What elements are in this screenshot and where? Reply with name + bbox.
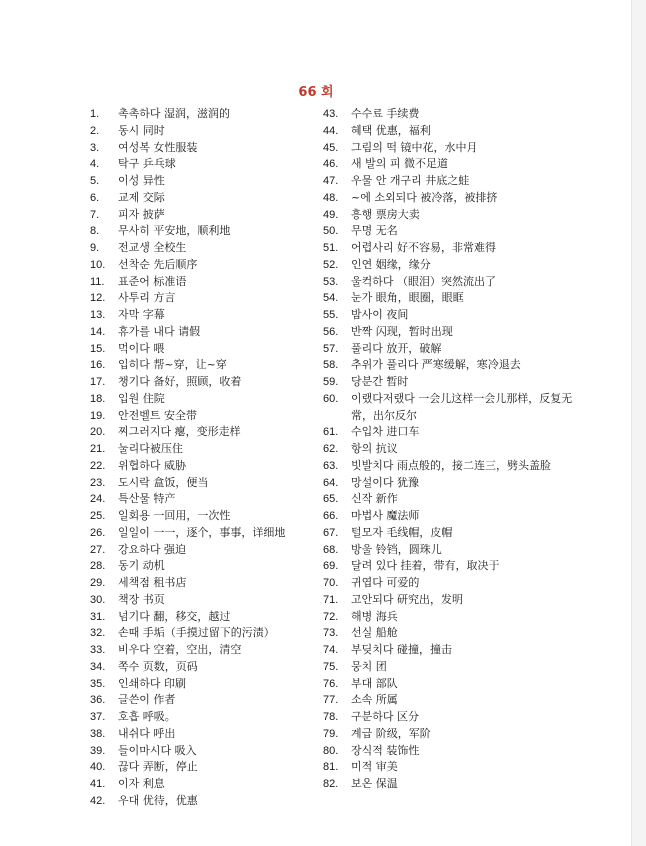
vocab-item (323, 726, 583, 743)
vocab-list-right (323, 106, 583, 793)
item-number: 63. (323, 459, 339, 472)
item-number: 60. (323, 392, 339, 405)
item-text: 부딪치다 碰撞，撞击 (351, 643, 452, 656)
item-text: 구분하다 区分 (351, 710, 420, 723)
item-number: 23. (90, 476, 106, 489)
item-text: 표준어 标准语 (118, 274, 187, 288)
item-number: 21. (90, 443, 106, 455)
item-number: 37. (90, 711, 106, 723)
vocab-item (323, 106, 583, 123)
vocab-item (323, 190, 583, 207)
item-number: 77. (323, 694, 339, 707)
item-number: 38. (90, 727, 106, 740)
vocab-item (90, 558, 320, 575)
vocab-item (323, 558, 583, 575)
item-text: 여성복 女性服装 (118, 140, 198, 154)
vocab-item (90, 793, 320, 810)
vocab-item (323, 223, 583, 240)
item-number: 34. (90, 660, 106, 673)
vocab-list-left (90, 106, 320, 810)
item-text: 사투리 方言 (118, 291, 176, 305)
vocab-item (323, 274, 583, 291)
item-text: 비우다 空着，空出，清空 (118, 643, 242, 656)
vocab-item (90, 140, 320, 157)
item-number: 76. (323, 677, 339, 690)
item-number: 71. (323, 593, 339, 606)
vocab-item (323, 207, 583, 224)
vocab-item (323, 173, 583, 190)
item-number: 4. (90, 158, 100, 171)
vocab-item (90, 257, 320, 274)
item-text: 흥행 票房大卖 (351, 207, 420, 221)
item-number: 26. (90, 526, 106, 539)
item-text: 우물 안 개구리 井底之蛙 (351, 174, 470, 187)
vocab-item (90, 491, 320, 508)
item-text: 챙기다 备好，照顾，收着 (118, 375, 242, 388)
vocab-item (90, 123, 320, 140)
item-text: 귀엽다 可爱的 (351, 576, 420, 589)
item-text: 입원 住院 (118, 391, 165, 405)
item-text: 소속 所属 (351, 693, 398, 707)
item-number: 69. (323, 560, 339, 573)
item-number: 31. (90, 610, 106, 623)
item-number: 53. (323, 275, 339, 288)
item-text: 망설이다 犹豫 (351, 475, 420, 489)
item-number: 20. (90, 426, 106, 439)
item-number: 30. (90, 593, 106, 606)
item-number: 72. (323, 610, 339, 623)
item-number: 67. (323, 526, 339, 539)
vocab-item (323, 592, 583, 609)
vocab-item (323, 290, 583, 307)
vocab-item (323, 659, 583, 676)
vocab-item (90, 307, 320, 324)
vocab-item (90, 341, 320, 358)
item-number: 10. (90, 258, 106, 271)
vocab-item (323, 642, 583, 659)
vocab-item (90, 106, 320, 123)
item-number: 49. (323, 208, 339, 221)
item-text: 계급 阶级，军阶 (351, 726, 431, 740)
item-number: 32. (90, 627, 106, 640)
item-number: 50. (323, 225, 339, 238)
item-number: 55. (323, 309, 339, 321)
item-text: 넘기다 翻，移交，越过 (118, 609, 231, 623)
item-text: 무사히 平安地，顺利地 (118, 224, 231, 238)
vocab-item (90, 709, 320, 726)
item-text: 마법사 魔法师 (351, 509, 420, 522)
item-text: 부대 部队 (351, 676, 398, 690)
item-number: 2. (90, 124, 100, 137)
vocab-item (323, 625, 583, 642)
item-number: 56. (323, 325, 339, 338)
vocab-item (323, 357, 583, 374)
vocab-item (90, 508, 320, 525)
vocab-item (90, 575, 320, 592)
item-number: 52. (323, 258, 339, 271)
vocab-item (90, 274, 320, 291)
vocab-item (90, 408, 320, 425)
item-text: 자막 字幕 (118, 308, 165, 321)
item-text: 이자 利息 (118, 777, 165, 790)
item-number: 9. (90, 242, 100, 254)
item-number: 73. (323, 627, 339, 640)
item-number: 81. (323, 761, 339, 774)
item-number: 12. (90, 292, 106, 305)
item-text: 입히다 帮~穿，让~穿 (118, 358, 227, 372)
item-text: 눈가 眼角，眼圈，眼眶 (351, 291, 464, 305)
vocab-item (90, 525, 320, 542)
vocab-item (90, 776, 320, 793)
item-text: 수수료 手续费 (351, 107, 420, 120)
item-text: 수입차 进口车 (351, 425, 420, 439)
vocab-item (323, 692, 583, 709)
item-text: 강요하다 强迫 (118, 542, 187, 556)
item-number: 57. (323, 342, 339, 355)
item-text: 어렵사리 好不容易，非常难得 (351, 241, 496, 254)
item-number: 54. (323, 292, 339, 305)
item-number: 14. (90, 325, 106, 338)
vocab-item (90, 692, 320, 709)
vocab-item (323, 257, 583, 274)
item-text: 교제 交际 (118, 190, 165, 204)
item-text: 동기 动机 (118, 559, 165, 573)
item-number: 8. (90, 225, 100, 238)
vocab-item (323, 609, 583, 626)
item-number: 19. (90, 409, 106, 422)
item-text: 책장 书页 (118, 592, 165, 606)
vocab-item (323, 391, 583, 425)
item-text: 끊다 弄断，停止 (118, 760, 198, 774)
vocab-item (323, 156, 583, 173)
item-text: 동시 同时 (118, 123, 165, 137)
vocab-item (323, 441, 583, 458)
item-text: 뭉치 团 (351, 659, 387, 673)
item-number: 1. (90, 108, 100, 120)
item-text: 먹이다 喂 (118, 341, 165, 355)
item-text: 특산물 特产 (118, 492, 176, 506)
item-text: 미적 审美 (351, 760, 398, 774)
item-text: 선착순 先后顺序 (118, 257, 198, 271)
item-number: 74. (323, 644, 339, 656)
item-number: 45. (323, 141, 339, 154)
item-text: 보온 保温 (351, 777, 398, 790)
item-number: 43. (323, 108, 339, 120)
item-number: 46. (323, 158, 339, 171)
item-text: 우대 优待，优惠 (118, 793, 198, 807)
item-text: 휴가를 내다 请假 (118, 324, 201, 338)
item-text: 무명 无名 (351, 224, 398, 238)
vocab-item (90, 542, 320, 559)
item-number: 61. (323, 426, 339, 439)
item-number: 17. (90, 376, 106, 388)
item-number: 29. (90, 577, 106, 589)
item-number: 6. (90, 191, 100, 204)
vocab-item (323, 458, 583, 475)
vocab-item (323, 776, 583, 793)
item-text: 풀리다 放开，破解 (351, 341, 442, 355)
item-number: 41. (90, 778, 106, 790)
item-text: 선실 船舱 (351, 626, 398, 640)
item-number: 40. (90, 761, 106, 774)
item-text: 빗발치다 雨点般的，接二连三，劈头盖脸 (351, 458, 551, 472)
item-number: 80. (323, 744, 339, 757)
item-text: 해병 海兵 (351, 609, 398, 623)
vocab-item (90, 659, 320, 676)
item-text: 달려 있다 挂着，带有，取决于 (351, 559, 500, 573)
item-text: ~에 소외되다 被冷落，被排挤 (351, 190, 498, 204)
vocab-item (323, 743, 583, 760)
vocab-item (90, 743, 320, 760)
vocab-item (323, 508, 583, 525)
vocab-item (90, 642, 320, 659)
item-text: 털모자 毛线帽，皮帽 (351, 525, 453, 539)
item-text: 방울 铃铛，圆珠儿 (351, 542, 442, 556)
item-number: 11. (90, 275, 105, 288)
vocab-item (323, 240, 583, 257)
vocab-item (323, 542, 583, 559)
item-text: 신작 新作 (351, 492, 398, 506)
vocab-item (90, 592, 320, 609)
item-text: 밤사이 夜间 (351, 308, 409, 321)
item-number: 5. (90, 175, 100, 187)
item-text: 글쓴이 作者 (118, 693, 176, 707)
vocab-item (323, 140, 583, 157)
item-text: 울컥하다 （眼泪）突然流出了 (351, 274, 496, 288)
vocab-item (323, 324, 583, 341)
vocab-item (90, 475, 320, 492)
vocab-item (323, 676, 583, 693)
vocab-item (323, 759, 583, 776)
item-number: 79. (323, 727, 339, 740)
item-text: 찌그러지다 瘪，变形走样 (118, 425, 241, 439)
item-number: 15. (90, 342, 106, 355)
vocab-item (90, 625, 320, 642)
item-text: 세책점 租书店 (118, 576, 187, 589)
item-number: 28. (90, 560, 106, 573)
vocab-item (90, 357, 320, 374)
vocab-item (323, 475, 583, 492)
item-number: 64. (323, 476, 339, 489)
item-number: 3. (90, 141, 100, 154)
item-number: 16. (90, 359, 106, 372)
vocab-item (90, 156, 320, 173)
vocab-item (323, 341, 583, 358)
vocab-item (90, 726, 320, 743)
vocab-item (90, 609, 320, 626)
item-text: 탁구 乒乓球 (118, 157, 176, 171)
item-number: 7. (90, 208, 100, 221)
item-number: 82. (323, 778, 339, 790)
item-text: 촉촉하다 湿润，滋润的 (118, 107, 230, 120)
item-number: 36. (90, 694, 106, 707)
item-number: 33. (90, 644, 106, 656)
item-text: 호흡 呼吸。 (118, 710, 176, 723)
item-text: 일일이 一一，逐个，事事，详细地 (118, 525, 286, 539)
vocab-item (323, 575, 583, 592)
item-text: 쪽수 页数，页码 (118, 659, 198, 673)
item-text: 피자 披萨 (118, 207, 165, 221)
vocab-item (323, 424, 583, 441)
vocab-item (90, 290, 320, 307)
vocab-item (323, 709, 583, 726)
item-text: 전교생 全校生 (118, 241, 187, 254)
vocab-item (323, 374, 583, 391)
item-number: 44. (323, 124, 339, 137)
item-text: 위협하다 威胁 (118, 458, 187, 472)
vocab-item (323, 307, 583, 324)
item-number: 75. (323, 660, 339, 673)
item-number: 70. (323, 577, 339, 589)
item-text: 눌리다被压住 (118, 442, 183, 455)
item-text: 인쇄하다 印刷 (118, 676, 187, 690)
item-text: 추위가 풀리다 严寒缓解，寒冷退去 (351, 358, 521, 372)
vocab-item (323, 491, 583, 508)
item-number: 65. (323, 493, 339, 506)
item-number: 18. (90, 392, 106, 405)
vocab-item (323, 123, 583, 140)
vocab-item (90, 240, 320, 257)
item-number: 35. (90, 677, 106, 690)
item-text: 장식적 装饰性 (351, 743, 420, 757)
item-text: 안전벨트 安全带 (118, 408, 198, 422)
item-number: 39. (90, 744, 106, 757)
item-number: 22. (90, 459, 106, 472)
item-number: 13. (90, 309, 106, 321)
item-text: 당분간 暂时 (351, 375, 409, 388)
vocab-item (90, 374, 320, 391)
item-number: 78. (323, 711, 339, 723)
vocab-item (90, 223, 320, 240)
item-text: 반짝 闪现，暂时出现 (351, 324, 453, 338)
item-text: 새 발의 피 微不足道 (351, 157, 448, 171)
vocab-item (90, 676, 320, 693)
item-number: 42. (90, 794, 106, 807)
page-title: 66 회 (298, 85, 334, 100)
item-number: 24. (90, 493, 106, 506)
item-number: 51. (323, 242, 339, 254)
item-text: 항의 抗议 (351, 442, 398, 455)
vocab-item (90, 207, 320, 224)
item-number: 58. (323, 359, 339, 372)
item-number: 27. (90, 543, 106, 556)
item-text: 손때 手垢（手摸过留下的污渍） (118, 626, 275, 640)
item-number: 66. (323, 510, 339, 522)
item-number: 62. (323, 443, 339, 455)
item-text: 도시락 盒饭，便当 (118, 475, 209, 489)
item-number: 47. (323, 175, 339, 187)
vocab-item (90, 759, 320, 776)
vocab-item (323, 525, 583, 542)
item-text: 인연 姻缘，缘分 (351, 257, 431, 271)
vocab-item (90, 391, 320, 408)
item-text: 혜택 优惠，福利 (351, 123, 431, 137)
item-number: 68. (323, 543, 339, 556)
item-text: 일회용 一回用，一次性 (118, 509, 231, 522)
vocab-item (90, 324, 320, 341)
vocab-item (90, 173, 320, 190)
item-text: 그림의 떡 镜中花，水中月 (351, 140, 478, 154)
vocab-item (90, 424, 320, 441)
item-text: 이성 异性 (118, 174, 165, 187)
item-text: 내쉬다 呼出 (118, 726, 176, 740)
item-number: 59. (323, 376, 339, 388)
item-text: 이랬다저랬다 一会儿这样一会儿那样，反复无常，出尔反尔 (351, 391, 573, 422)
vocab-item (90, 441, 320, 458)
scrollbar[interactable] (631, 0, 646, 846)
item-text: 들이마시다 吸入 (118, 743, 197, 757)
vocab-item (90, 458, 320, 475)
item-number: 25. (90, 510, 106, 522)
vocab-item (90, 190, 320, 207)
item-number: 48. (323, 191, 339, 204)
item-text: 고안되다 研究出，发明 (351, 592, 463, 606)
